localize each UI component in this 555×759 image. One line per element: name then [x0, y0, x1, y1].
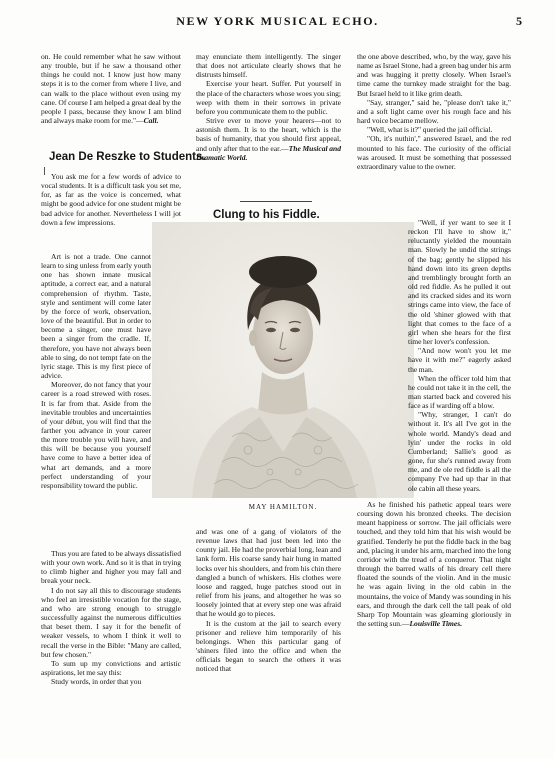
paragraph: "Well, what is it?" queried the jail official. [367, 125, 493, 135]
column-3-narrow [408, 218, 511, 493]
paragraph: "Oh, it's nuthin'," answered Israel, and the red mounted to his face. The curiosity of the official was aroused. It must be something that possessed extraordinary value to the owner. [357, 134, 511, 171]
page-number: 5 [516, 14, 522, 28]
portrait-illustration [152, 222, 414, 498]
de-reszke-intro [41, 172, 181, 227]
paragraph: "Well, if yer want to see it I reckon I'll have to show it," reluctantly yielded the mountain man. Slowly he undid the strings of the bag; gently he slipped his hand down into its green depths and tremblingly brought forth an old red fiddle. As he pulled it out and its cracked sides and its worn strings came into view, the face of the old 'shiner glowed with that light that comes to the face of a girl when she hears for the first time her lover's confession. [408, 218, 511, 347]
column-3-top [357, 52, 511, 171]
paragraph: the one above described, who, by the way, gave his name as Israel Stone, had a green bag under his arm and was hugging it pretty closely. When Israel's time came the turnkey made straight for the bag. But Israel held to it like grim death. [357, 52, 511, 98]
column-2-bottom [196, 527, 341, 674]
source-credit: The Musical and Dramatic World. [196, 143, 341, 162]
de-reszke-narrow-column [41, 252, 151, 490]
section-divider [240, 201, 312, 202]
call-article-ending: on. He could remember what he saw without any trouble, but if he saw a thousand other things he could not. I know just how many steps it is to the corner from where I live, and can walk to the place without even using my cane. Of course I am helped a great deal by the people I pass, because they know I am blind and always make room for me."—Call. [41, 52, 181, 126]
column-1-top [41, 52, 181, 125]
portrait-caption: MAY HAMILTON. [248, 503, 318, 511]
column-1-bottom [41, 549, 181, 686]
source-credit: Louisville Times. [409, 619, 463, 629]
paragraph: Strive ever to move your hearers—not to astonish them. It is to the heart, which is the basis of humanity, that you should first appeal, and only after that to the ear.—The Musical and Dramatic World. [196, 116, 341, 162]
paragraph: "Why, stranger, I can't do without it. It's all I've got in the whole world. Mandy's dead and lyin' under the rocks in old Cumberland; Sallie's good as gone, fur she's runned away from me, and de ole red fiddle is all the company I've had up thar in that ole cabin all these years. [408, 410, 511, 493]
paragraph: When the officer told him that he could not take it in the cell, the man started back and covered his face as if warding off a blow. [408, 373, 511, 411]
paragraph: Study words, in order that you [51, 677, 142, 687]
source-credit: Call. [143, 116, 159, 126]
paragraph: "And now won't you let me have it with me?" eagerly asked the man. [408, 346, 511, 374]
paragraph: Exercise your heart. Suffer. Put yourself in the place of the characters whose woes you sing; weep with them in their sorrows in private before you communicate them to the public. [196, 79, 341, 116]
paragraph: and was one of a gang of violators of the revenue laws that had just been led into the county jail. He had the proverbial long, lean and lank form. His coarse sandy hair hung in matted locks over his shoulders, and from his chin there dangled a bunch of whiskers. His clothes were loose and ragged, huge patches stood out in relief from his jeans, and altogether he was so loosely jointed that at every step one was afraid that he would go to pieces. [196, 527, 341, 619]
portrait-photo [152, 222, 414, 498]
running-head [0, 14, 555, 30]
article-heading-de-reszke: Jean De Reszke to Students. [49, 151, 206, 163]
paragraph: Art is not a trade. One cannot learn to sing unless from early youth one has shown innate musical aptitude, a correct ear, and a natural comprehension of rhythm. Taste, style and sentiment will come later by the force of work, observation, love of the beautiful. But in order to become a singer, one must have been a singer from the cradle. If, therefore, you have not always been able to sing, do not tempt fate on the lyric stage. This is my first piece of advice. [41, 252, 151, 381]
column-2-top [196, 52, 341, 162]
paragraph: To sum up my convictions and artistic aspirations, let me say this: [41, 658, 181, 678]
column-3-bottom [357, 500, 511, 628]
paragraph: As he finished his pathetic appeal tears were coursing down his bronzed cheeks. The decision meant happiness or sorrow. The jail officials were touched, and they told him that his wish would be gratified. Tenderly he put the fiddle back in the bag and, placing it under his arm, marched into the long corridor with the tread of a conqueror. That night through the barred walls of his dreary cell there floated the sounds of the violin. And in the music he was again living in the old cabin in the mountains, the voice of Mandy was sounding in his ears, and through the dark cell the tall peak of old Sharp Top Mountain was gleaming gloriously in the setting sun.—Louisville Times. [357, 500, 511, 629]
running-title: NEW YORK MUSICAL ECHO. [176, 14, 379, 28]
paragraph: "Say, stranger," said he, "please don't take it," and a soft light came over his rough face and his hard voice became mellow. [357, 97, 511, 126]
paragraph: I do not say all this to discourage students who feel an irresistible vocation for the stage, and who are strong enough to struggle successfully against the numerous difficulties that beset them. I say it for the benefit of weaker vessels, to whom I think it well to recall the verse in the Bible: "Many are called, but few chosen." [41, 585, 181, 659]
article-heading-fiddle: Clung to his Fiddle. [213, 209, 320, 221]
paragraph: It is the custom at the jail to search every prisoner and relieve him temporarily of his belongings. When this particular gang of 'shiners filed into the office and when the officials began to search the others it was noticed that [196, 618, 341, 674]
paragraph: may enunciate them intelligently. The singer that does not articulate clearly shows that he distrusts himself. [196, 52, 341, 80]
paragraph: You ask me for a few words of advice to vocal students. It is a difficult task you set me, for, as far as the voice is concerned, what might be good advice for one student might be bad advice for another. Nevertheless I will jot down a few impressions. [41, 172, 181, 227]
paragraph: Thus you are fated to be always dissatisfied with your own work. And so it is that in trying to climb higher and higher you may fall and break your neck. [41, 549, 181, 586]
paragraph: Moreover, do not fancy that your career is a road strewed with roses. It is far from that. Aside from the inevitable troubles and uncertainties of your début, you will find that the farther you advance in your career the more trouble you will have, and this will be because you yourself have come to have a better idea of what art demands, and a more perfect understanding of your responsibility toward the public. [41, 380, 151, 490]
